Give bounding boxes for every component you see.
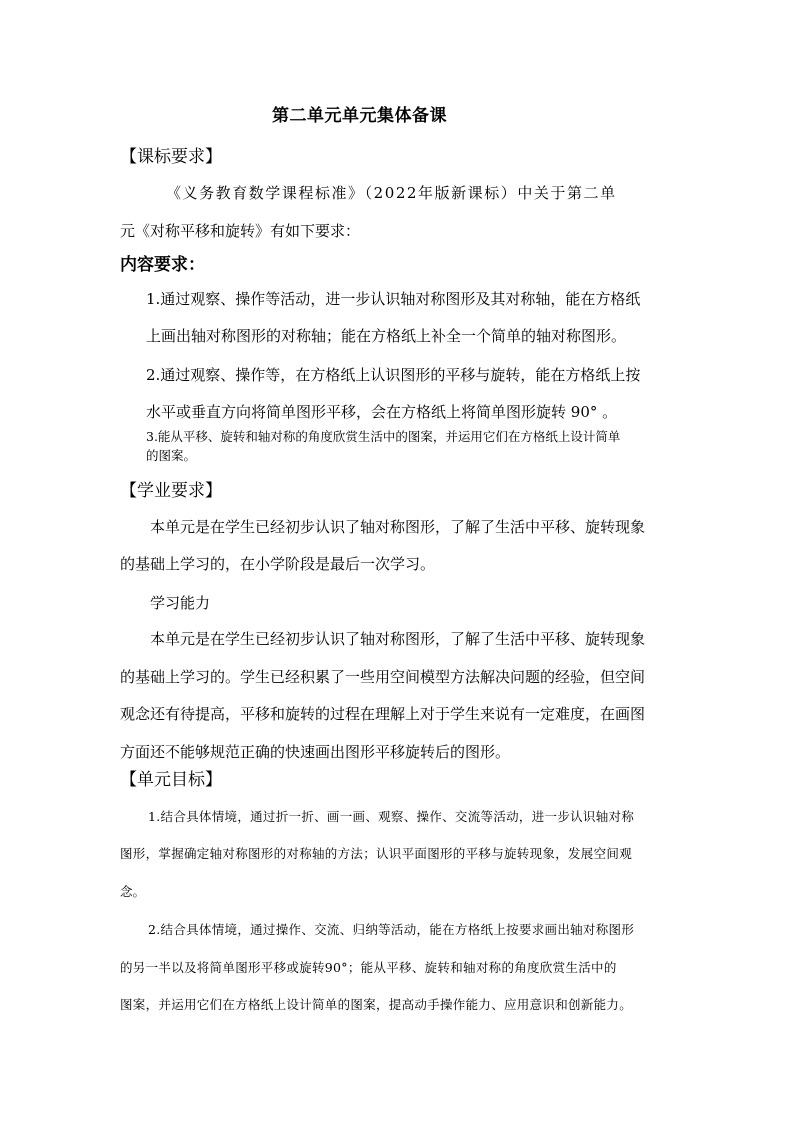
content-requirements-heading: 内容要求： — [120, 255, 205, 275]
requirement-2-line1: 2.通过观察、操作等，在方格纸上认识图形的平移与旋转，能在方格纸上按 — [146, 366, 641, 384]
goal-2-line3: 图案，并运用它们在方格纸上设计简单的图案，提高动手操作能力、应用意识和创新能力。 — [120, 997, 633, 1012]
requirement-1-line1: 1.通过观察、操作等活动，进一步认识轴对称图形及其对称轴，能在方格纸 — [146, 290, 641, 308]
curriculum-intro-line1: 《义务教育数学课程标准》（2022年版新课标）中关于第二单 — [166, 184, 617, 202]
goal-1-line3: 念。 — [120, 884, 146, 899]
curriculum-intro-line2: 元《对称平移和旋转》有如下要求： — [120, 222, 361, 240]
goal-1-line1: 1.结合具体情境，通过折一折、画一画、观察、操作、交流等活动，进一步认识轴对称 — [148, 809, 635, 824]
heading-study-requirements: 【学业要求】 — [120, 481, 222, 501]
study-paragraph-1-line2: 的基础上学习的，在小学阶段是最后一次学习。 — [120, 555, 436, 573]
learning-ability-label: 学习能力 — [150, 594, 211, 612]
goal-2-line2: 的另一半以及将简单图形平移或旋转90°；能从平移、旋转和轴对称的角度欣赏生活中的 — [120, 960, 617, 975]
requirement-3-line2: 的图案。 — [146, 448, 197, 463]
requirement-1-line2: 上画出轴对称图形的对称轴；能在方格纸上补全一个简单的轴对称图形。 — [146, 327, 627, 345]
study-paragraph-2-line1: 本单元是在学生已经初步认识了轴对称图形，了解了生活中平移、旋转现象 — [150, 630, 646, 648]
goal-1-line2: 图形，掌握确定轴对称图形的对称轴的方法；认识平面图形的平移与旋转现象，发展空间观 — [120, 846, 633, 861]
requirement-2-line2: 水平或垂直方向将简单图形平移，会在方格纸上将简单图形旋转 90° 。 — [146, 403, 618, 421]
study-paragraph-2-line4: 方面还不能够规范正确的快速画出图形平移旋转后的图形。 — [120, 743, 511, 761]
requirement-3-line1: 3.能从平移、旋转和轴对称的角度欣赏生活中的图案，并运用它们在方格纸上设计简单 — [146, 429, 621, 444]
study-paragraph-2-line3: 观念还有待提高，平移和旋转的过程在理解上对于学生来说有一定难度，在画图 — [120, 705, 646, 723]
goal-2-line1: 2.结合具体情境，通过操作、交流、归纳等活动，能在方格纸上按要求画出轴对称图形 — [148, 922, 635, 937]
heading-unit-goals: 【单元目标】 — [120, 770, 222, 790]
study-paragraph-2-line2: 的基础上学习的。学生已经积累了一些用空间模型方法解决问题的经验，但空间 — [120, 668, 646, 686]
heading-curriculum: 【课标要求】 — [120, 147, 222, 167]
document-title: 第二单元单元集体备课 — [272, 106, 447, 126]
study-paragraph-1-line1: 本单元是在学生已经初步认识了轴对称图形，了解了生活中平移、旋转现象 — [150, 518, 646, 536]
